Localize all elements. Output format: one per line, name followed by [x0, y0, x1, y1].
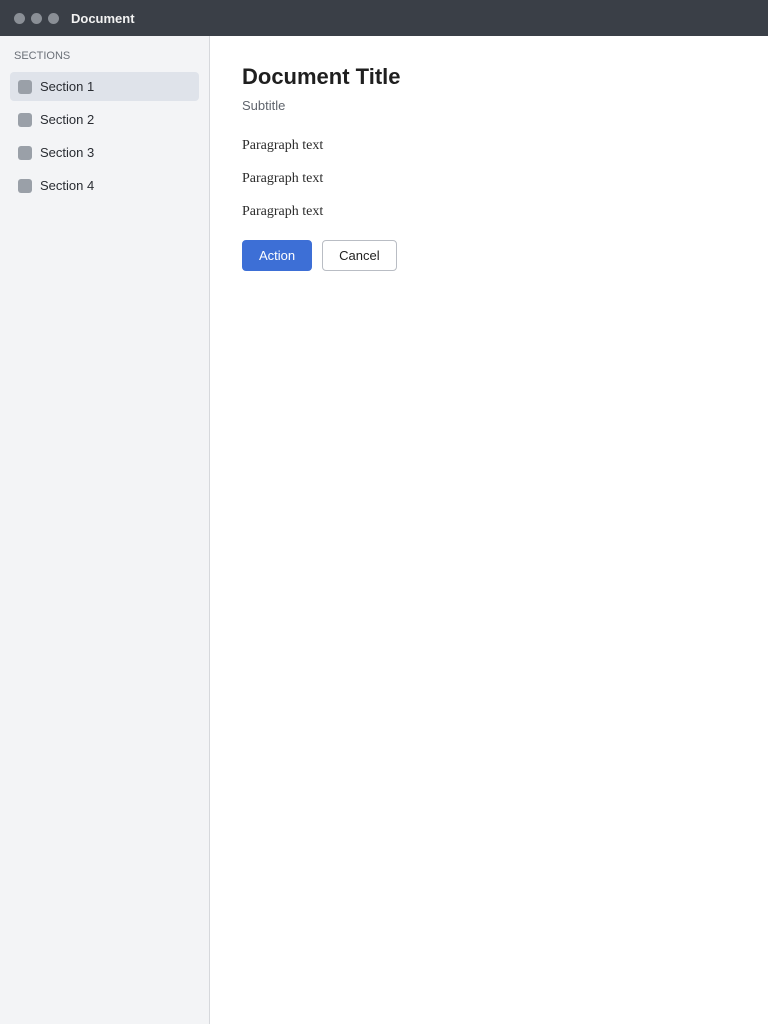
page-subtitle: Subtitle	[242, 98, 286, 113]
sidebar-item-label: Section 2	[40, 112, 95, 127]
section-icon	[18, 146, 32, 160]
sidebar-item-3[interactable]	[10, 138, 199, 167]
sidebar-item-2[interactable]	[10, 105, 199, 134]
maximize-window-icon[interactable]	[48, 13, 59, 24]
section-icon	[18, 80, 32, 94]
sidebar-item-1[interactable]	[10, 72, 199, 101]
app-title: Document	[71, 10, 135, 26]
main-content	[210, 36, 768, 1024]
window-controls	[14, 13, 59, 24]
minimize-window-icon[interactable]	[31, 13, 42, 24]
primary-action-button[interactable]: Action	[242, 240, 312, 271]
sidebar-item-label: Section 1	[40, 79, 95, 94]
secondary-action-button[interactable]: Cancel	[322, 240, 396, 271]
body-paragraph: Paragraph text	[242, 171, 324, 186]
title-bar	[0, 0, 768, 36]
action-row	[242, 240, 736, 271]
sidebar-item-4[interactable]	[10, 171, 199, 200]
page-title: Document Title	[242, 64, 401, 89]
section-icon	[18, 113, 32, 127]
close-window-icon[interactable]	[14, 13, 25, 24]
sidebar-heading: SECTIONS	[14, 50, 71, 62]
body-paragraph: Paragraph text	[242, 138, 324, 153]
section-icon	[18, 179, 32, 193]
body-paragraph: Paragraph text	[242, 204, 324, 219]
sidebar	[0, 36, 210, 1024]
sidebar-item-label: Section 3	[40, 145, 95, 160]
sidebar-item-label: Section 4	[40, 178, 95, 193]
